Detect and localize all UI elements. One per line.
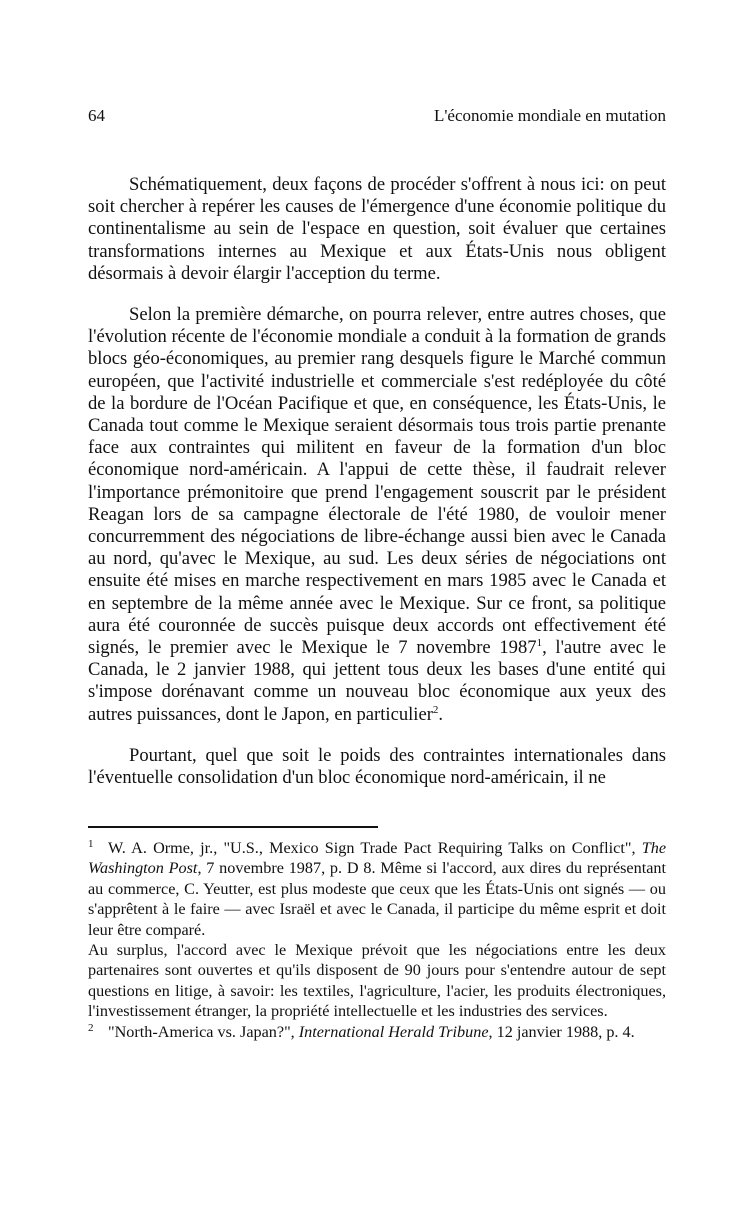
footnote-2-source: International Herald Tribune	[298, 1022, 489, 1041]
paragraph-2-text-b: , l'autre avec le Canada, le 2 janvier 1988, qui jettent tous deux les bases d'une entité qui s'impose dorénavant comme un nouveau bloc économique aux yeux des autres puissances, dont le Japon, en particulier	[88, 637, 666, 725]
page-header	[88, 104, 666, 128]
footnote-1-text-a: W. A. Orme, jr., "U.S., Mexico Sign Trade Pact Requiring Talks on Conflict",	[108, 839, 642, 857]
footnotes	[88, 838, 666, 1042]
page-number: 64	[88, 106, 105, 125]
footnote-separator	[88, 826, 378, 828]
paragraph-2-text-c: .	[438, 703, 444, 725]
paragraph-2-text-a: Selon la première démarche, on pourra relever, entre autres choses, que l'évolution récente de l'économie mondiale a conduit à la formation de grands blocs géo-économiques, au premier rang desquels figure le Marché commun européen, que l'activité industrielle et commerciale s'est redéployée du côté de la bordure de l'Océan Pacifique et que, en conséquence, les États-Unis, le Canada tout comme le Mexique seraient désormais tous trois partie prenante face aux contraintes qui militent en faveur de la formation d'un bloc économique nord-américain. A l'appui de cette thèse, il faudrait relever l'importance prémonitoire que prend l'engagement souscrit par le président Reagan lors de sa campagne électorale de l'été 1980, de vouloir mener concurremment des négociations de libre-échange aussi bien avec le Canada au nord, qu'avec le Mexique, au sud. Les deux séries de négociations ont ensuite été mises en marche respectivement en mars 1985 avec le Canada et en septembre de la même année avec le Mexique. Sur ce front, sa politique aura été couronnée de succès puisque deux accords ont effectivement été signés, le premier avec le Mexique le 7 novembre 1987	[88, 304, 666, 659]
footnote-1-source: The Washington Post	[88, 839, 666, 878]
paragraph-2	[88, 304, 666, 726]
running-title: L'économie mondiale en mutation	[433, 106, 666, 125]
paragraph-3: Pourtant, quel que soit le poids des contraintes internationales dans l'éventuelle consolidation d'un bloc économique nord-américain, il ne	[88, 744, 666, 789]
footnote-2: 2 "North-America vs. Japan?", International Herald Tribune, 12 janvier 1988, p. 4.	[88, 1021, 635, 1041]
footnote-2-text-a: "North-America vs. Japan?",	[108, 1022, 299, 1041]
footnote-1: 1 W. A. Orme, jr., "U.S., Mexico Sign Trade Pact Requiring Talks on Conflict", The Washington Post, 7 novembre 1987, p. D 8. Même si l'accord, aux dires du représentant au commerce, C. Yeutter, est plus modeste que ceux que les États-Unis ont signés — ou s'apprêtent à le faire — avec Israël et avec le Canada, il participe du même esprit et doit leur être comparé.	[88, 838, 666, 939]
footnote-ref-1: 1	[536, 637, 543, 650]
paragraph-1: Schématiquement, deux façons de procéder s'offrent à nous ici: on peut soit chercher à repérer les causes de l'émergence d'une économie politique du continentalisme au sein de l'espace en question, soit évaluer que certaines transformations internes au Mexique et aux États-Unis nous obligent désormais à devoir élargir l'acception du terme.	[88, 174, 666, 284]
footnote-ref-2: 2	[432, 703, 439, 716]
footnote-1-text-b: , 7 novembre 1987, p. D 8. Même si l'accord, aux dires du représentant au commerce, C. Yeutter, est plus modeste que ceux que les États-Unis ont signés — ou s'apprêtent à le faire — avec Israël et avec le Canada, il participe du même esprit et doit leur être comparé.	[88, 859, 666, 939]
main-text	[88, 174, 666, 789]
footnote-2-text-b: , 12 janvier 1988, p. 4.	[488, 1022, 635, 1041]
footnote-1-continuation: Au surplus, l'accord avec le Mexique prévoit que les négociations entre les deux partenaires sont ouvertes et qu'ils disposent de 90 jours pour s'entendre autour de sept questions en litige, à savoir: les textiles, l'agriculture, l'acier, les produits électroniques, l'investissement étranger, la propriété intellectuelle et les industries des services.	[88, 941, 666, 1021]
